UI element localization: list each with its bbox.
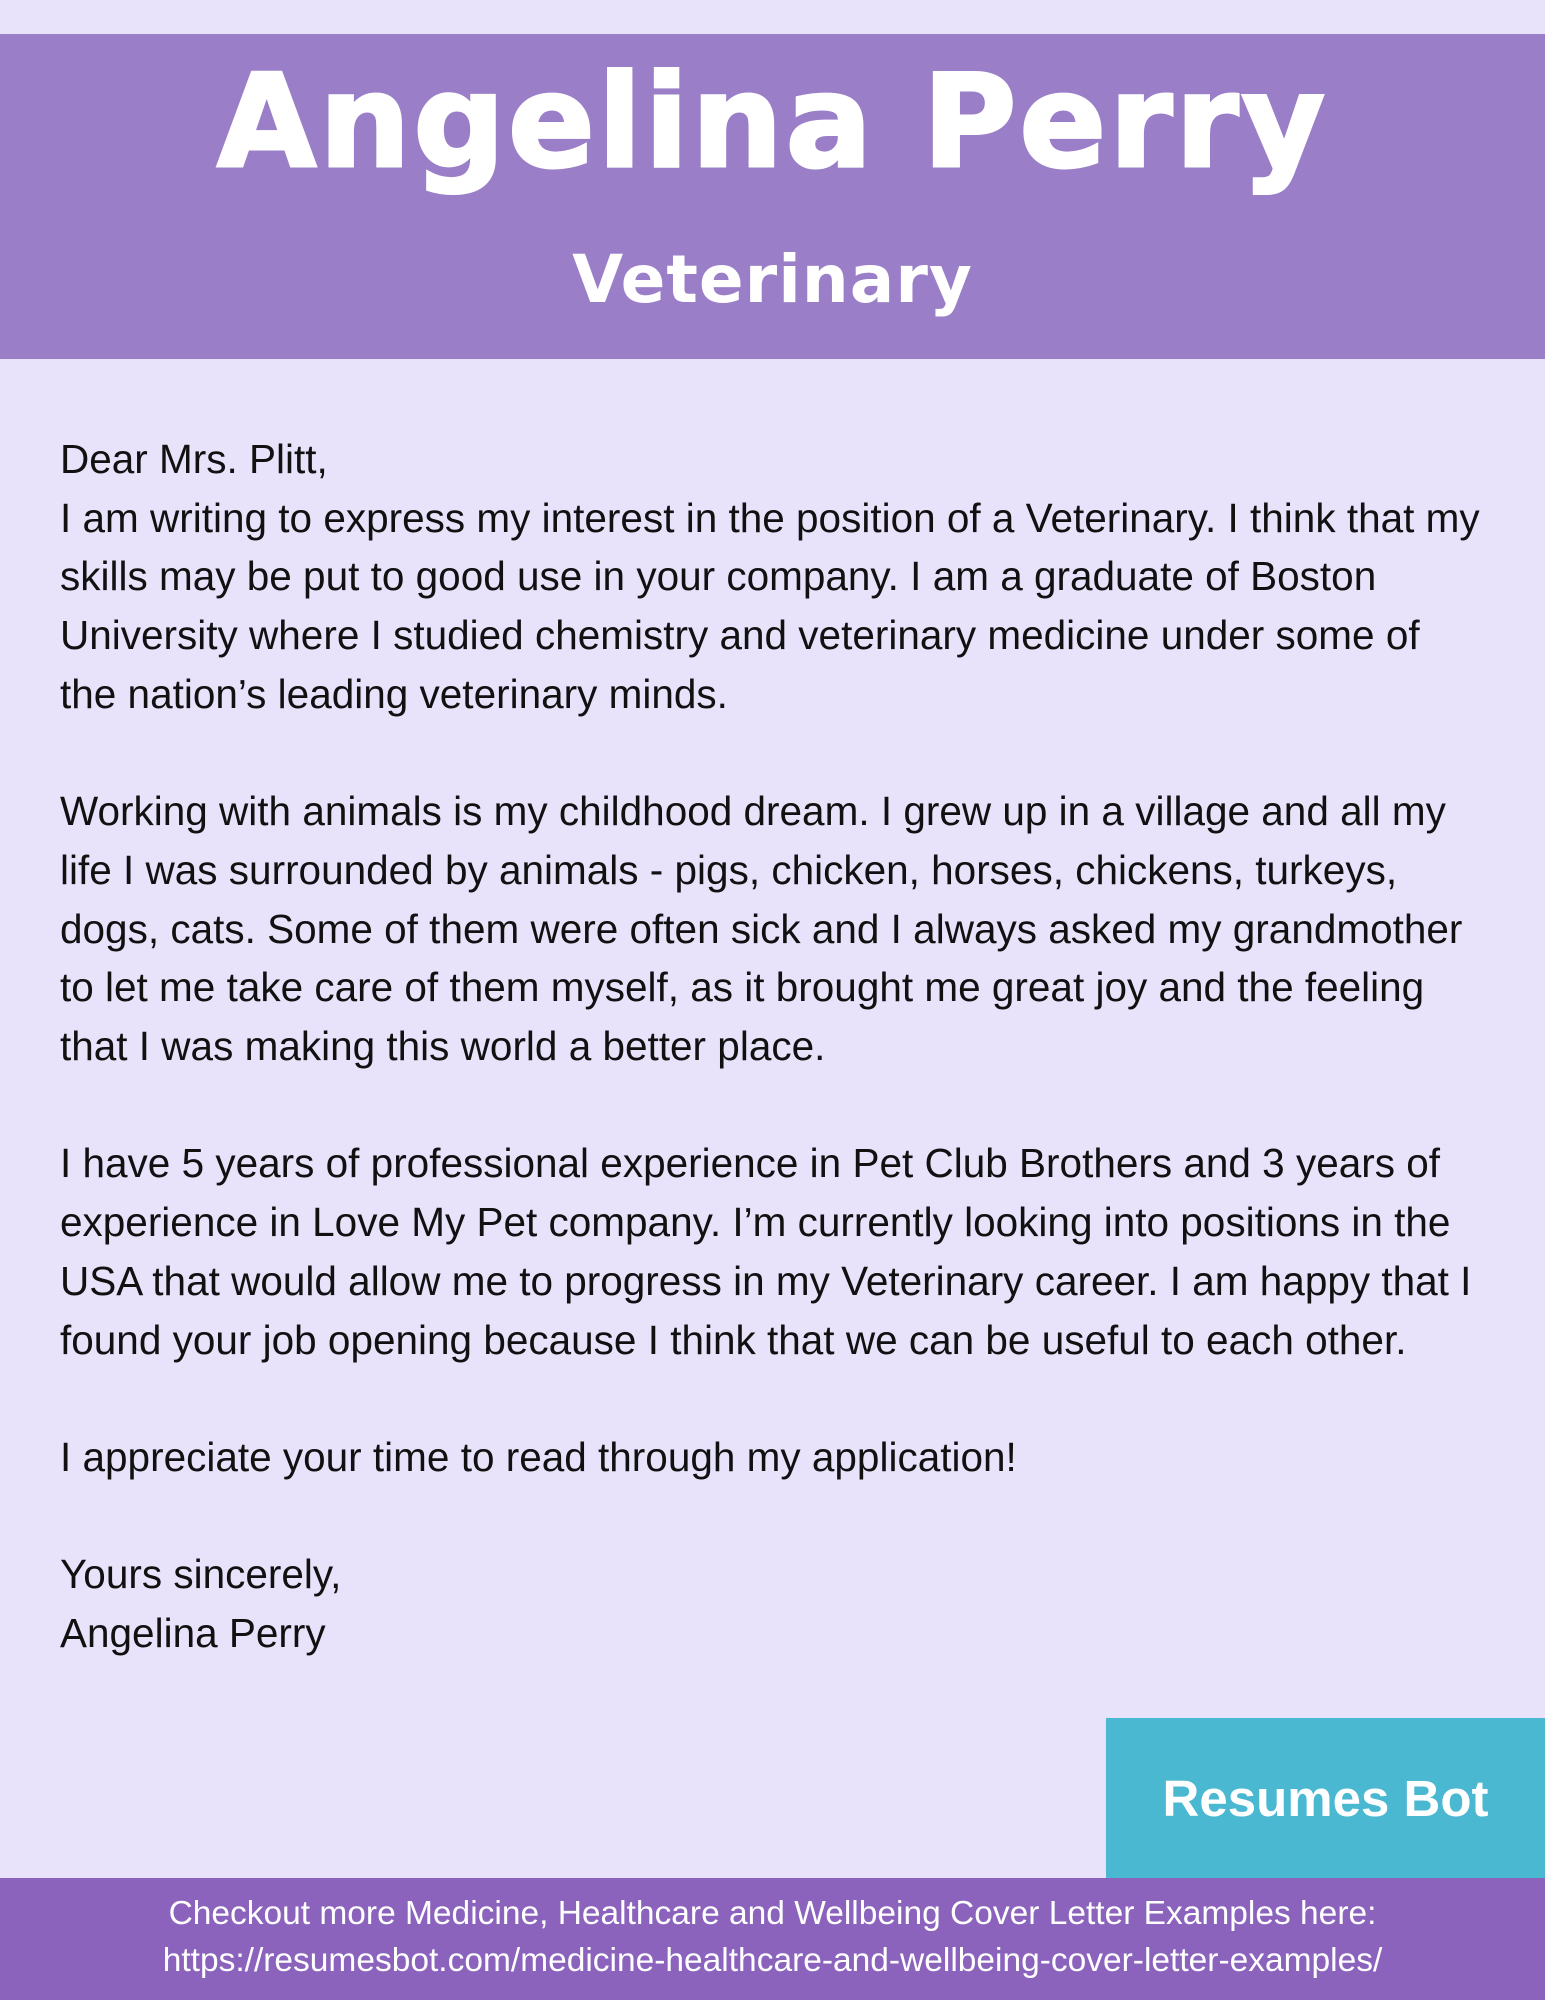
resumes-bot-badge [1106, 1718, 1545, 1878]
job-title: Veterinary [572, 241, 973, 318]
paragraph-spacer [60, 1076, 1480, 1135]
paragraph-2: Working with animals is my childhood dream. I grew up in a village and all my life I was surrounded by animals - pigs, chicken, horses, chickens, turkeys, dogs, cats. Some of them were often sick and I always asked my grandmother to let me take care of them myself, as it brought me great joy and the feeling that I was making this world a better place. [60, 788, 1463, 1070]
salutation: Dear Mrs. Plitt, [60, 436, 328, 482]
paragraph-spacer [60, 1369, 1480, 1428]
closing: Yours sincerely, [60, 1551, 342, 1598]
footer-text: Checkout more Medicine, Healthcare and Wellbeing Cover Letter Examples here: [168, 1895, 1377, 1932]
badge-label: Resumes Bot [1162, 1769, 1489, 1827]
paragraph-spacer [60, 1487, 1480, 1546]
paragraph-4: I appreciate your time to read through my application! [60, 1433, 1017, 1480]
cover-letter-body [60, 430, 1480, 1663]
footer-banner [0, 1878, 1545, 2000]
signature: Angelina Perry [60, 1610, 326, 1656]
applicant-name: Angelina Perry [217, 48, 1328, 197]
paragraph-spacer [60, 724, 1480, 783]
paragraph-3: I have 5 years of professional experience in Pet Club Brothers and 3 years of experience in Love My Pet company. I’m currently looking into positions in the USA that would allow me to progress in my Veterinary career. I am happy that I found your job opening because I think that we can be useful to each other. [60, 1140, 1472, 1363]
paragraph-1: I am writing to express my interest in the position of a Veterinary. I think that my skills may be put to good use in your company. I am a graduate of Boston University where I studied chemistry and veterinary medicine under some of the nation’s leading veterinary minds. [60, 494, 1480, 717]
footer-link[interactable]: https://resumesbot.com/medicine-healthcare-and-wellbeing-cover-letter-examples/ [162, 1942, 1383, 1979]
